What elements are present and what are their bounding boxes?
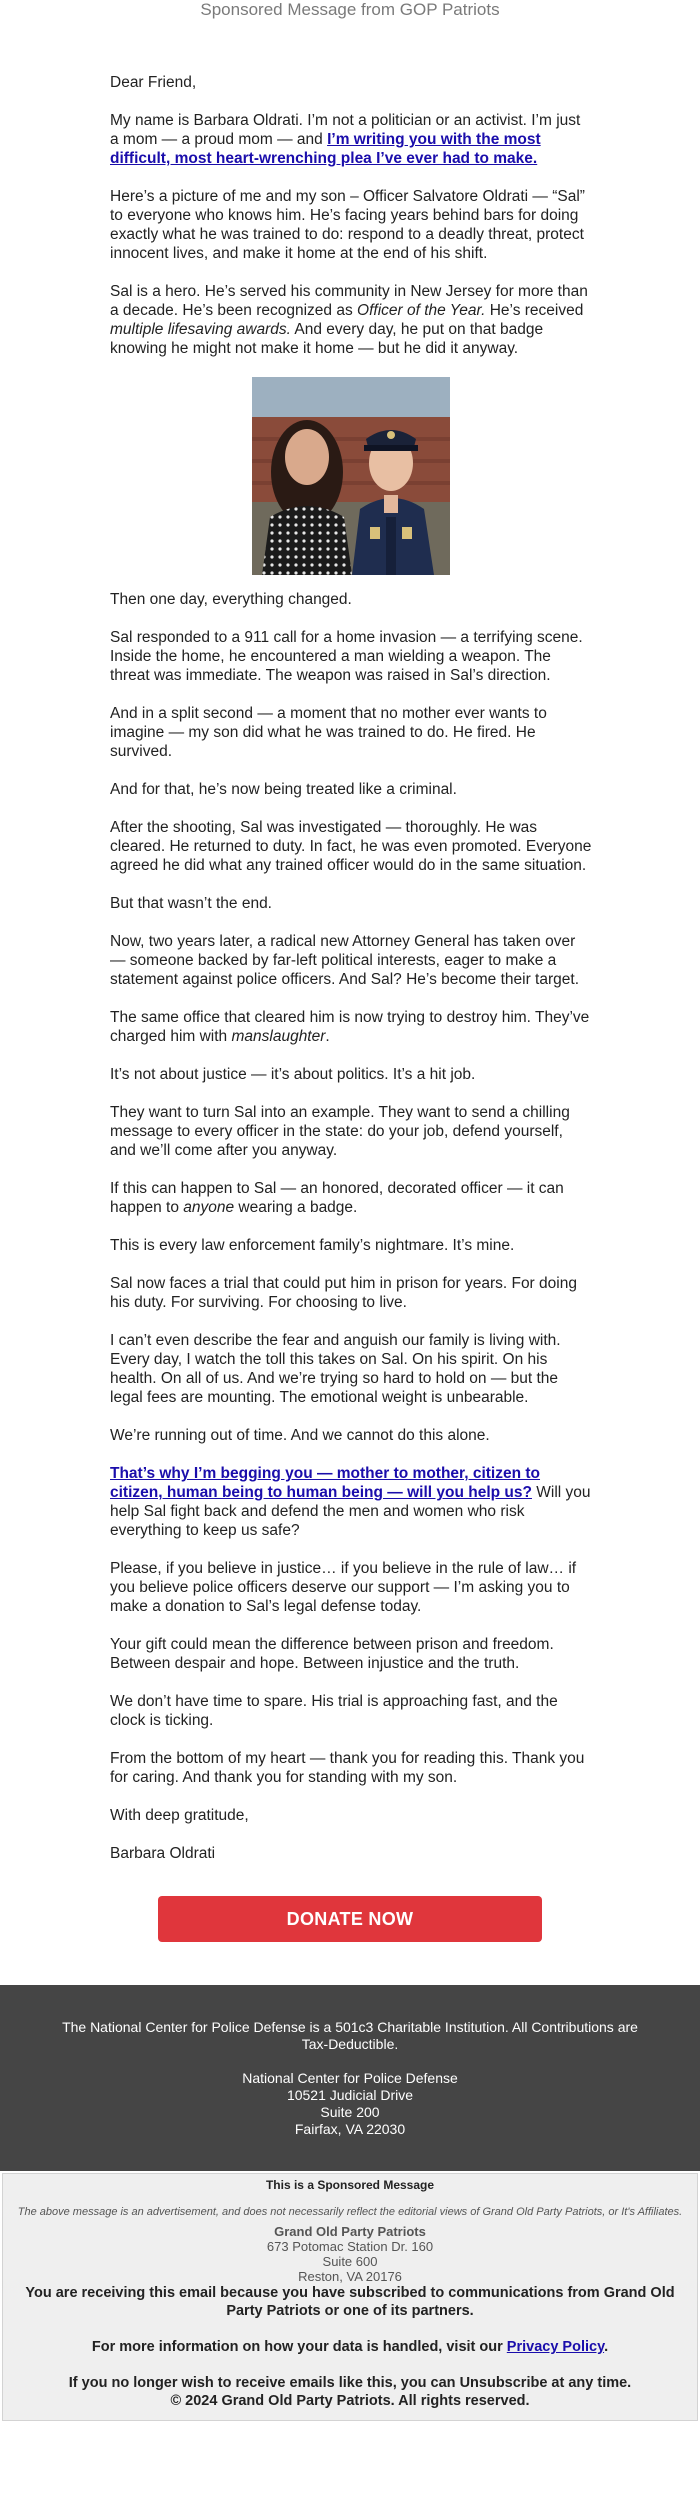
paragraph: After the shooting, Sal was investigated — thoroughly. He was cleared. He returned to duty. In fact, he was even promoted. Everyone agreed he did what any trained officer would do in the same situation. xyxy=(110,819,592,874)
sponsored-banner: Sponsored Message from GOP Patriots xyxy=(200,0,500,19)
paragraph-text: Sal is a hero. He’s served his community in New Jersey for more than a decade. He’s been recognized as xyxy=(110,283,588,319)
paragraph: From the bottom of my heart — thank you for reading this. Thank you for caring. And thank you for standing with my son. xyxy=(110,1750,585,1786)
paragraph xyxy=(110,1179,592,1217)
paragraph xyxy=(110,1008,592,1046)
closing: With deep gratitude, xyxy=(110,1807,249,1824)
mother-and-son-photo xyxy=(252,377,450,575)
donate-container xyxy=(0,1896,700,1942)
paragraph: We don’t have time to spare. His trial is approaching fast, and the clock is ticking. xyxy=(110,1693,558,1729)
paragraph: They want to turn Sal into an example. They want to send a chilling message to every officer in the state: do your job, defend yourself, and we’ll come after you anyway. xyxy=(110,1104,570,1159)
privacy-end: . xyxy=(604,2339,609,2355)
privacy-notice xyxy=(13,2338,687,2356)
plea-link[interactable]: I’m writing you with the most difficult, most heart-wrenching plea I’ve ever had to make. xyxy=(110,131,541,167)
paragraph-text: He’s received xyxy=(485,302,584,319)
paragraph: Here’s a picture of me and my son – Officer Salvatore Oldrati — “Sal” to everyone who knows him. He’s facing years behind bars for doing exactly what he was trained to do: respond to a deadly threat, protect innocent lives, and make it home at the end of his shift. xyxy=(110,188,585,262)
help-us-link[interactable]: That’s why I’m begging you — mother to mother, citizen to citizen, human being to human being — will you help us? xyxy=(110,1465,541,1501)
privacy-text: For more information on how your data is handled, visit our xyxy=(91,2339,507,2355)
paragraph: Your gift could mean the difference between prison and freedom. Between despair and hope. Between injustice and the truth. xyxy=(110,1636,554,1672)
sponsor-org-name: Grand Old Party Patriots xyxy=(274,2224,426,2239)
unsubscribe-notice: If you no longer wish to receive emails like this, you can Unsubscribe at any time. xyxy=(68,2375,632,2391)
footer-sponsor xyxy=(2,2173,698,2421)
sponsor-street: 673 Potomac Station Dr. 160 xyxy=(266,2239,434,2254)
paragraph-text: If this can happen to Sal — an honored, decorated officer — it can happen to xyxy=(110,1180,564,1216)
privacy-policy-link[interactable]: Privacy Policy xyxy=(506,2339,605,2355)
signature: Barbara Oldrati xyxy=(110,1845,216,1862)
paragraph: It’s not about justice — it’s about politics. It’s a hit job. xyxy=(110,1066,476,1083)
paragraph-text: Will you help Sal fight back and defend the men and women who risk everything to keep us safe? xyxy=(110,1484,591,1539)
paragraph-text: wearing a badge. xyxy=(234,1199,358,1216)
paragraph: We’re running out of time. And we cannot do this alone. xyxy=(110,1427,490,1444)
paragraph: Now, two years later, a radical new Attorney General has taken over — someone backed by far-left political interests, eager to make a statement against police officers. And Sal? He’s become their target. xyxy=(110,933,579,988)
photo-container xyxy=(110,377,592,580)
emphasis-text: manslaughter xyxy=(231,1028,326,1045)
paragraph: But that wasn’t the end. xyxy=(110,895,272,912)
letter-body xyxy=(110,73,592,1863)
charity-city: Fairfax, VA 22030 xyxy=(294,2121,406,2137)
paragraph: And in a split second — a moment that no mother ever wants to imagine — my son did what he was trained to do. He fired. He survived. xyxy=(110,705,547,760)
charity-street: 10521 Judicial Drive xyxy=(286,2087,414,2103)
sponsor-suite: Suite 600 xyxy=(322,2254,378,2269)
paragraph: I can’t even describe the fear and anguish our family is living with. Every day, I watch the toll this takes on Sal. On his spirit. On his health. On all of us. And we’re trying so hard to hold on — but the legal fees are mounting. The emotional weight is unbearable. xyxy=(110,1332,561,1406)
charity-address xyxy=(60,2070,640,2138)
emphasis-text: anyone xyxy=(183,1199,235,1216)
copyright: © 2024 Grand Old Party Patriots. All rights reserved. xyxy=(170,2393,530,2409)
paragraph: Please, if you believe in justice… if you believe in the rule of law… if you believe police officers deserve our support — I’m asking you to make a donation to Sal’s legal defense today. xyxy=(110,1560,577,1615)
paragraph: Sal responded to a 911 call for a home invasion — a terrifying scene. Inside the home, he encountered a man wielding a weapon. The threat was immediate. The weapon was raised in Sal’s direction. xyxy=(110,629,583,684)
charity-statement: The National Center for Police Defense is a 501c3 Charitable Institution. All Contributions are Tax-Deductible. xyxy=(62,2019,638,2052)
sponsored-title: This is a Sponsored Message xyxy=(265,2178,435,2192)
paragraph-text: . xyxy=(325,1028,330,1045)
photo-illustration xyxy=(252,377,450,575)
charity-suite: Suite 200 xyxy=(320,2104,380,2120)
donate-button[interactable]: DONATE NOW xyxy=(158,1896,542,1942)
paragraph xyxy=(110,282,592,358)
paragraph: Sal now faces a trial that could put him in prison for years. For doing his duty. For surviving. For choosing to live. xyxy=(110,1275,577,1311)
paragraph: And for that, he’s now being treated like a criminal. xyxy=(110,781,457,798)
emphasis-text: Officer of the Year. xyxy=(357,302,486,319)
subscription-notice: You are receiving this email because you have subscribed to communications from Grand Old Party Patriots or one of its partners. xyxy=(25,2285,675,2319)
paragraph-text: My name is Barbara Oldrati. I’m not a politician or an activist. I’m just a mom — a proud mom — and xyxy=(110,112,581,148)
paragraph: Then one day, everything changed. xyxy=(110,591,352,608)
sponsor-city: Reston, VA 20176 xyxy=(298,2269,402,2284)
paragraph: This is every law enforcement family’s nightmare. It’s mine. xyxy=(110,1237,515,1254)
paragraph xyxy=(110,111,592,168)
paragraph-text: The same office that cleared him is now trying to destroy him. They’ve charged him with xyxy=(110,1009,590,1045)
paragraph xyxy=(110,1464,592,1540)
emphasis-text: multiple lifesaving awards. xyxy=(110,321,291,338)
footer-charity xyxy=(0,1985,700,2171)
greeting: Dear Friend, xyxy=(110,74,197,91)
charity-org-name: National Center for Police Defense xyxy=(242,2070,458,2086)
disclaimer: The above message is an advertisement, and does not necessarily reflect the editorial views of Grand Old Party Patriots, or It's Affiliates. xyxy=(17,2206,683,2218)
sponsor-address xyxy=(13,2224,687,2284)
paragraph-text: And every day, he put on that badge knowing he might not make it home — but he did it anyway. xyxy=(110,321,544,357)
